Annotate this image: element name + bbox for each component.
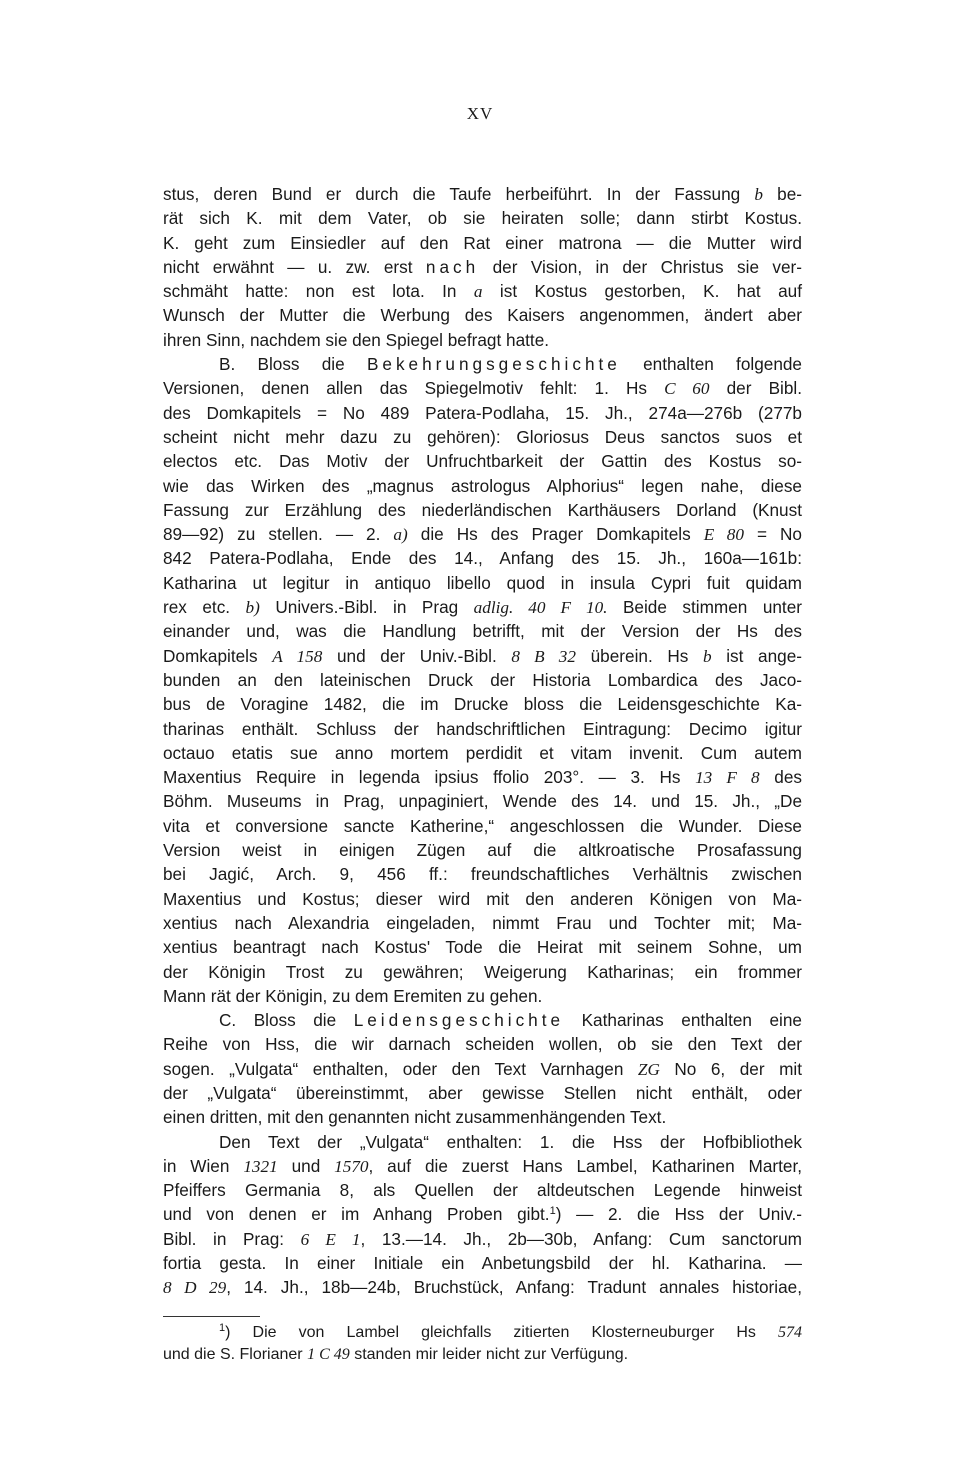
text-run: rät sich K. mit dem Vater, ob sie heiraten solle; dann stirbt Kostus.: [163, 208, 802, 229]
text-line: [163, 279, 802, 303]
italic-reference: A 158: [272, 646, 323, 666]
text-line: [163, 1105, 802, 1129]
text-line: [163, 1227, 802, 1251]
text-line: [163, 935, 802, 959]
text-line: [163, 206, 802, 230]
text-run: , 13.—14. Jh., 2b—30b, Anfang: Cum sanctorum: [360, 1228, 803, 1249]
text-run: ) Die von Lambel gleichfalls zitierten Klosterneuburger Hs: [225, 1324, 778, 1341]
text-run: Katharinas enthalten eine: [564, 1010, 802, 1031]
text-line: [163, 498, 802, 522]
text-run: Beide stimmen unter: [607, 597, 802, 618]
text-run: Mann rät der Königin, zu dem Eremiten zu gehen.: [163, 985, 543, 1006]
text-line: [163, 425, 802, 449]
text-run: der Vision, in der Christus sie ver-: [479, 256, 803, 277]
text-line: [163, 571, 802, 595]
text-run: standen mir leider nicht zur Verfügung.: [349, 1346, 629, 1363]
footnote-divider: [163, 1316, 260, 1317]
text-run: be-: [762, 184, 802, 204]
text-run: vita et conversione sancte Katherine,“ angeschlossen die Wunder. Diese: [163, 815, 802, 836]
text-line: [163, 984, 802, 1008]
text-run: , 14. Jh., 18b—24b, Bruchstück, Anfang: Tradunt annales historiae,: [226, 1277, 802, 1298]
text-run: des Domkapitels = No 489 Patera-Podlaha, 15. Jh., 274a—276b (277b: [163, 402, 802, 423]
italic-reference: 8 B 32: [511, 646, 576, 666]
text-run: nicht erwähnt — u. zw. erst: [163, 256, 426, 277]
text-run: rex etc.: [163, 597, 246, 618]
text-run: schmäht hatte: non est lota. In: [163, 281, 474, 302]
body-text: [163, 182, 802, 1300]
text-line: [163, 644, 802, 668]
italic-reference: 6 E 1: [300, 1229, 361, 1249]
text-line: [163, 352, 802, 376]
italic-reference: 1570: [334, 1156, 369, 1176]
text-run: die Hs des Prager Domkapitels: [407, 524, 704, 545]
text-line: [163, 255, 802, 279]
text-run: einen dritten, mit den genannten nicht zusammenhängenden Text.: [163, 1107, 667, 1128]
text-run: überein. Hs: [575, 645, 703, 666]
text-run: Versionen, denen allen das Spiegelmotiv fehlt: 1. Hs: [163, 378, 665, 399]
text-line: [163, 1130, 802, 1154]
text-run: fortia gesta. In einer Initiale ein Anbetungsbild der hl. Katharina. —: [163, 1253, 802, 1274]
text-line: [163, 1251, 802, 1275]
text-run: einander und, was die Handlung betrifft, mit der Version der Hs des: [163, 621, 802, 642]
text-line: [163, 231, 802, 255]
text-line: [163, 1057, 802, 1081]
text-line: [163, 522, 802, 546]
text-line: [163, 376, 802, 400]
footnote-marker: 1: [549, 1205, 556, 1218]
italic-reference: ZG: [637, 1059, 660, 1079]
text-run: stus, deren Bund er durch die Taufe herbeiführt. In der Fassung: [163, 184, 755, 204]
italic-reference: a: [473, 282, 483, 302]
text-run: des: [759, 767, 802, 788]
italic-reference: 1 C 49: [307, 1346, 350, 1363]
text-run: Pfeiffers Germania 8, als Quellen der altdeutschen Legende hinweist: [163, 1180, 802, 1201]
spaced-emphasis: nach: [425, 256, 480, 277]
text-run: ist ange-: [711, 645, 802, 666]
text-run: und die S. Florianer: [163, 1346, 308, 1363]
text-run: wie das Wirken des „magnus astrologus Alphorius“ legen nahe, diese: [163, 475, 802, 496]
footnotes: [163, 1322, 802, 1366]
italic-reference: C 60: [664, 379, 710, 399]
italic-reference: 1321: [243, 1156, 278, 1176]
text-run: und der Univ.-Bibl.: [322, 645, 512, 666]
text-line: [163, 814, 802, 838]
text-run: ist Kostus gestorben, K. hat auf: [482, 281, 802, 302]
italic-reference: 574: [778, 1324, 802, 1341]
text-run: C. Bloss die: [219, 1010, 354, 1031]
text-run: Wunsch der Mutter die Werbung des Kaisers angenommen, ändert aber: [163, 305, 802, 326]
text-run: bei Jagić, Arch. 9, 456 ff.: freundschaftliches Verhältnis zwischen: [163, 864, 802, 885]
text-run: in Wien: [163, 1155, 244, 1176]
text-run: der Königin Trost zu gewähren; Weigerung Katharinas; ein frommer: [163, 961, 802, 982]
text-line: [163, 960, 802, 984]
text-line: [163, 619, 802, 643]
text-run: , auf die zuerst Hans Lambel, Katharinen Marter,: [368, 1155, 802, 1176]
text-run: ihren Sinn, nachdem sie den Spiegel befragt hatte.: [163, 329, 550, 350]
text-run: 842 Patera-Podlaha, Ende des 14., Anfang des 15. Jh., 160a—161b:: [163, 548, 802, 569]
text-run: Reihe von Hss, die wir darnach scheiden wollen, ob sie den Text der: [163, 1034, 802, 1055]
spaced-emphasis: Bekehrungsgeschichte: [366, 354, 621, 375]
text-run: ) — 2. die Hss der Univ.-: [555, 1204, 802, 1225]
text-run: sogen. „Vulgata“ enthalten, oder den Text Varnhagen: [163, 1058, 638, 1079]
text-line: [163, 546, 802, 570]
text-line: [163, 474, 802, 498]
footnote-line: [163, 1344, 802, 1366]
text-line: [163, 668, 802, 692]
text-run: Domkapitels: [163, 645, 273, 666]
text-run: Katharina ut legitur in antiquo libello quod in insula Cypri fuit quidam: [163, 572, 802, 593]
text-run: tharinas enthält. Schluss der handschriftlichen Eintragung: Decimo igitur: [163, 718, 802, 739]
text-run: xentius beantragt nach Kostus' Tode die Heirat mit seinem Sohne, um: [163, 937, 802, 958]
text-line: [163, 1032, 802, 1056]
text-line: [163, 1081, 802, 1105]
text-run: der „Vulgata“ übereinstimmt, aber gewisse Stellen nicht enthält, oder: [163, 1082, 802, 1103]
text-line: [163, 328, 802, 352]
text-run: xentius nach Alexandria eingeladen, nimmt Frau und Tochter mit; Ma-: [163, 912, 802, 933]
italic-reference: 13 F 8: [695, 768, 760, 788]
text-run: No 6, der mit: [659, 1058, 802, 1079]
text-run: bunden an den lateinischen Druck der Historia Lombardica des Jaco-: [163, 669, 802, 690]
italic-reference: b: [702, 646, 712, 666]
text-line: [163, 1178, 802, 1202]
text-run: Version weist in einigen Zügen auf die altkroatische Prosafassung: [163, 840, 802, 861]
text-run: scheint nicht mehr dazu zu gehören): Gloriosus Deus sanctos suos et: [163, 426, 802, 447]
text-line: [163, 911, 802, 935]
text-run: bus de Voragine 1482, die im Drucke bloss die Leidensgeschichte Ka-: [163, 694, 802, 715]
text-line: [163, 449, 802, 473]
text-run: und von denen er im Anhang Proben gibt.: [163, 1204, 550, 1225]
italic-reference: 8 D 29: [163, 1278, 227, 1298]
text-line: [163, 303, 802, 327]
footnote-line: [163, 1322, 802, 1344]
text-line: [163, 1008, 802, 1032]
spaced-emphasis: Leidensgeschichte: [353, 1010, 565, 1031]
text-line: [163, 1202, 802, 1226]
italic-reference: E 80: [703, 525, 744, 545]
text-line: [163, 741, 802, 765]
text-line: [163, 692, 802, 716]
italic-reference: b): [245, 598, 260, 618]
text-run: und: [277, 1155, 335, 1176]
text-line: [163, 182, 802, 206]
text-run: = No: [743, 524, 802, 545]
italic-reference: a): [393, 525, 408, 545]
text-run: K. geht zum Einsiedler auf den Rat einer matrona — die Mutter wird: [163, 232, 802, 253]
text-line: [163, 862, 802, 886]
text-line: [163, 1154, 802, 1178]
text-run: Den Text der „Vulgata“ enthalten: 1. die Hss der Hofbibliothek: [219, 1131, 802, 1152]
text-line: [163, 765, 802, 789]
text-line: [163, 717, 802, 741]
text-run: enthalten folgende: [620, 354, 802, 375]
text-line: [163, 789, 802, 813]
text-line: [163, 1275, 802, 1299]
text-run: electos etc. Das Motiv der Unfruchtbarkeit der Gattin des Kostus so-: [163, 451, 802, 472]
text-run: 89—92) zu stellen. — 2.: [163, 524, 394, 545]
italic-reference: b: [754, 185, 763, 204]
text-line: [163, 595, 802, 619]
text-run: Maxentius Require in legenda ipsius ffolio 203°. — 3. Hs: [163, 767, 696, 788]
footnote-marker: 1: [219, 1322, 226, 1334]
text-run: octauo etatis sue anno mortem perdidit et vitam invenit. Cum autem: [163, 742, 802, 763]
text-line: [163, 838, 802, 862]
text-run: der Bibl.: [709, 378, 803, 399]
text-run: Böhm. Museums in Prag, unpaginiert, Wende des 14. und 15. Jh., „De: [163, 791, 802, 812]
text-line: [163, 401, 802, 425]
text-run: B. Bloss die: [219, 354, 367, 375]
text-line: [163, 887, 802, 911]
text-run: Univers.-Bibl. in Prag: [259, 597, 474, 618]
text-run: Bibl. in Prag:: [163, 1228, 301, 1249]
page-number: XV: [466, 104, 494, 123]
italic-reference: adlig. 40 F 10.: [473, 598, 608, 618]
text-run: Fassung zur Erzählung des niederländischen Karthäusers Dorland (Knust: [163, 499, 802, 520]
text-run: Maxentius und Kostus; dieser wird mit den anderen Königen von Ma-: [163, 888, 802, 909]
